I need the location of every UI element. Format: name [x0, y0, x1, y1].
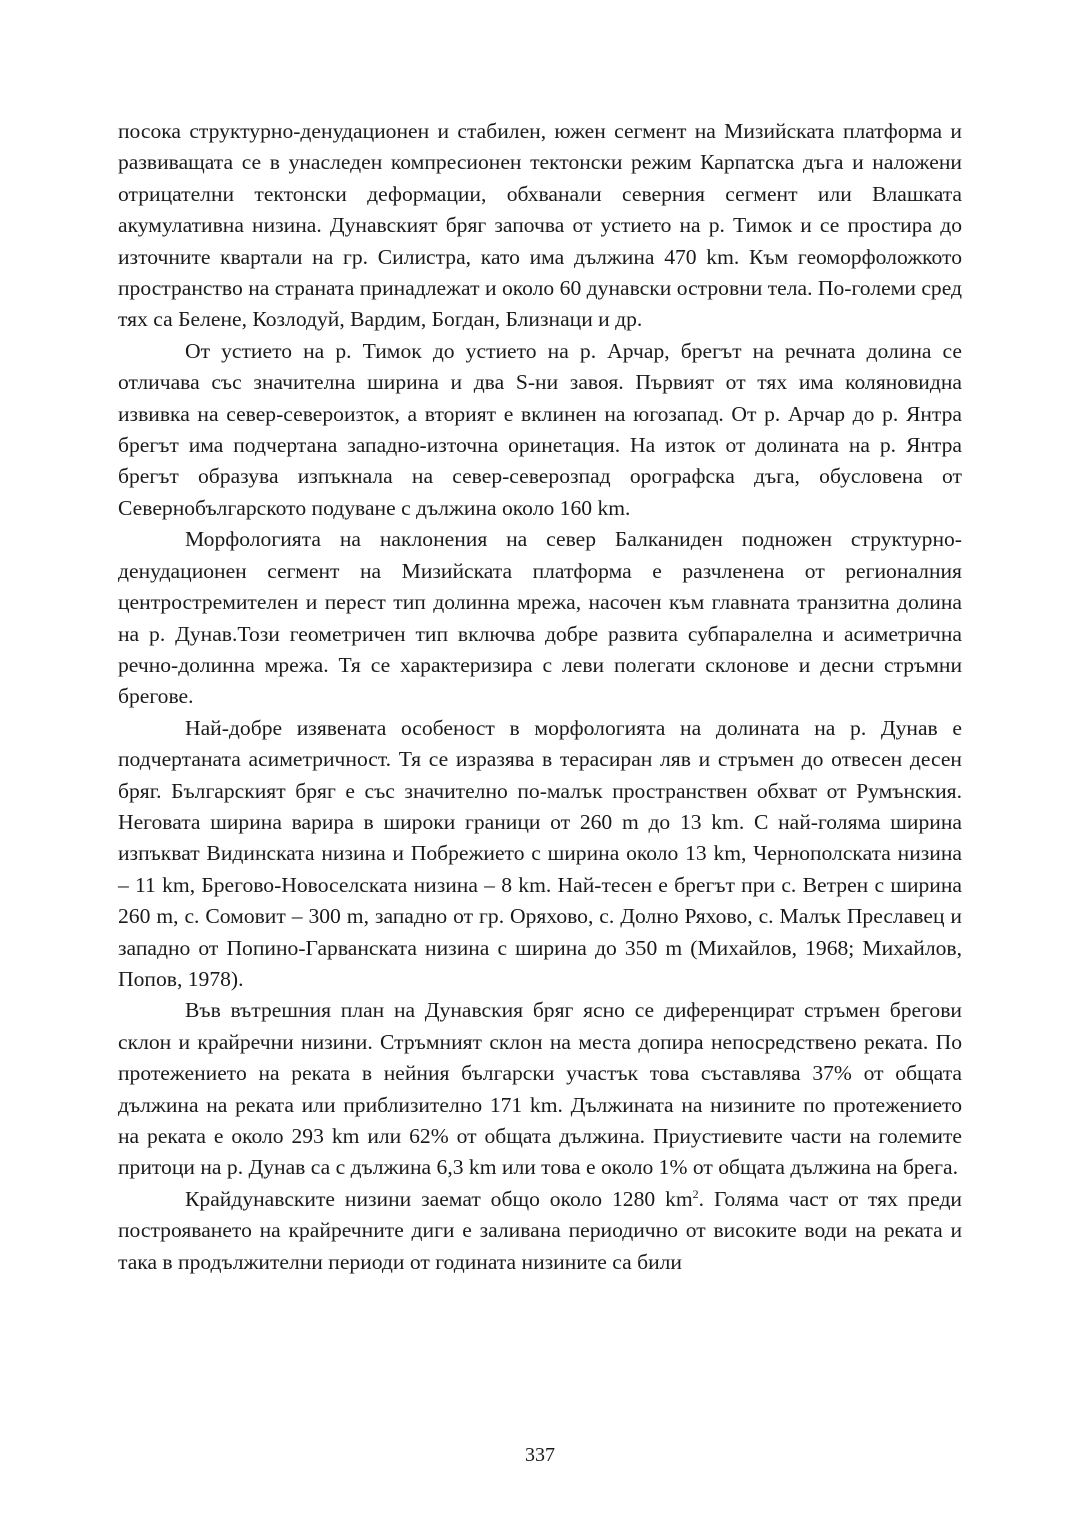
- superscript-squared: 2: [692, 1186, 699, 1201]
- paragraph-5: Във вътрешния план на Дунавския бряг ясно се диференцират стръмен брегови склон и крайречни низини. Стръмният склон на места допира непосредствено реката. По протежението на реката в нейния български участък това съставлява 37% от общата дължина на реката или приблизително 171 km. Дължината на низините по протежението на реката е около 293 km или 62% от общата дължина. Приустиевите части на големите притоци на р. Дунав са с дължина 6,3 km или това е около 1% от общата дължина на брега.: [118, 998, 962, 1180]
- paragraph-3: Морфологията на наклонения на север Балканиден подножен структурно-денудационен сегмент на Мизийската платформа е разчленена от регионалния центростремителен и перест тип долинна мрежа, насочен към главната транзитна долина на р. Дунав.Този геометричен тип включва добре развита субпаралелна и асиметрична речно-долинна мрежа. Тя се характеризира с леви полегати склонове и десни стръмни брегове.: [118, 527, 962, 709]
- paragraph-6-text-before: Крайдунавските низини заемат общо около 1280 km: [185, 1186, 693, 1211]
- paragraph-4: Най-добре изявената особеност в морфологията на долината на р. Дунав е подчертаната асиметричност. Тя се изразява в терасиран ляв и стръмен до отвесен десен бряг. Българският бряг е със значително по-малък пространствен обхват от Румънския. Неговата ширина варира в широки граници от 260 m до 13 km. С най-голяма ширина изпъкват Видинската низина и Побрежието с ширина около 13 km, Чернополската низина – 11 km, Брегово-Новоселската низина – 8 km. Най-тесен е брегът при с. Ветрен с ширина 260 m, с. Сомовит – 300 m, западно от гр. Оряхово, с. Долно Ряхово, с. Малък Преславец и западно от Попино-Гарванската низина с ширина до 350 m (Михайлов, 1968; Михайлов, Попов, 1978).: [118, 715, 962, 991]
- paragraph-6: [118, 1184, 962, 1278]
- paragraph-1: посока структурно-денудационен и стабилен, южен сегмент на Мизийската платформа и развиващата се в унаследен компресионен тектонски режим Карпатска дъга и наложени отрицателни тектонски деформации, обхванали северния сегмент или Влашката акумулативна низина. Дунавският бряг започва от устието на р. Тимок и се простира до източните квартали на гр. Силистра, като има дължина 470 km. Към геоморфоложкото пространство на страната принадлежат и около 60 дунавски островни тела. По-големи сред тях са Белене, Козлодуй, Вардим, Богдан, Близнаци и др.: [118, 119, 962, 332]
- page-body: [118, 116, 962, 1278]
- paragraph-6-text-after: . Голяма част от тях преди построяването на крайречните диги е заливана периодично от високите води на реката и така в продължителни периоди от годината низините са били: [118, 1186, 962, 1274]
- page-number: 337: [525, 1444, 555, 1466]
- paragraph-2: От устието на р. Тимок до устието на р. Арчар, брегът на речната долина се отличава със значителна ширина и два S-ни завоя. Първият от тях има коляновидна извивка на север-североизток, а вторият е вклинен на югозапад. От р. Арчар до р. Янтра брегът има подчертана западно-източна оринетация. На изток от долината на р. Янтра брегът образува изпъкнала на север-северозпад орографска дъга, обусловена от Севернобългарското подуване с дължина около 160 km.: [118, 338, 962, 520]
